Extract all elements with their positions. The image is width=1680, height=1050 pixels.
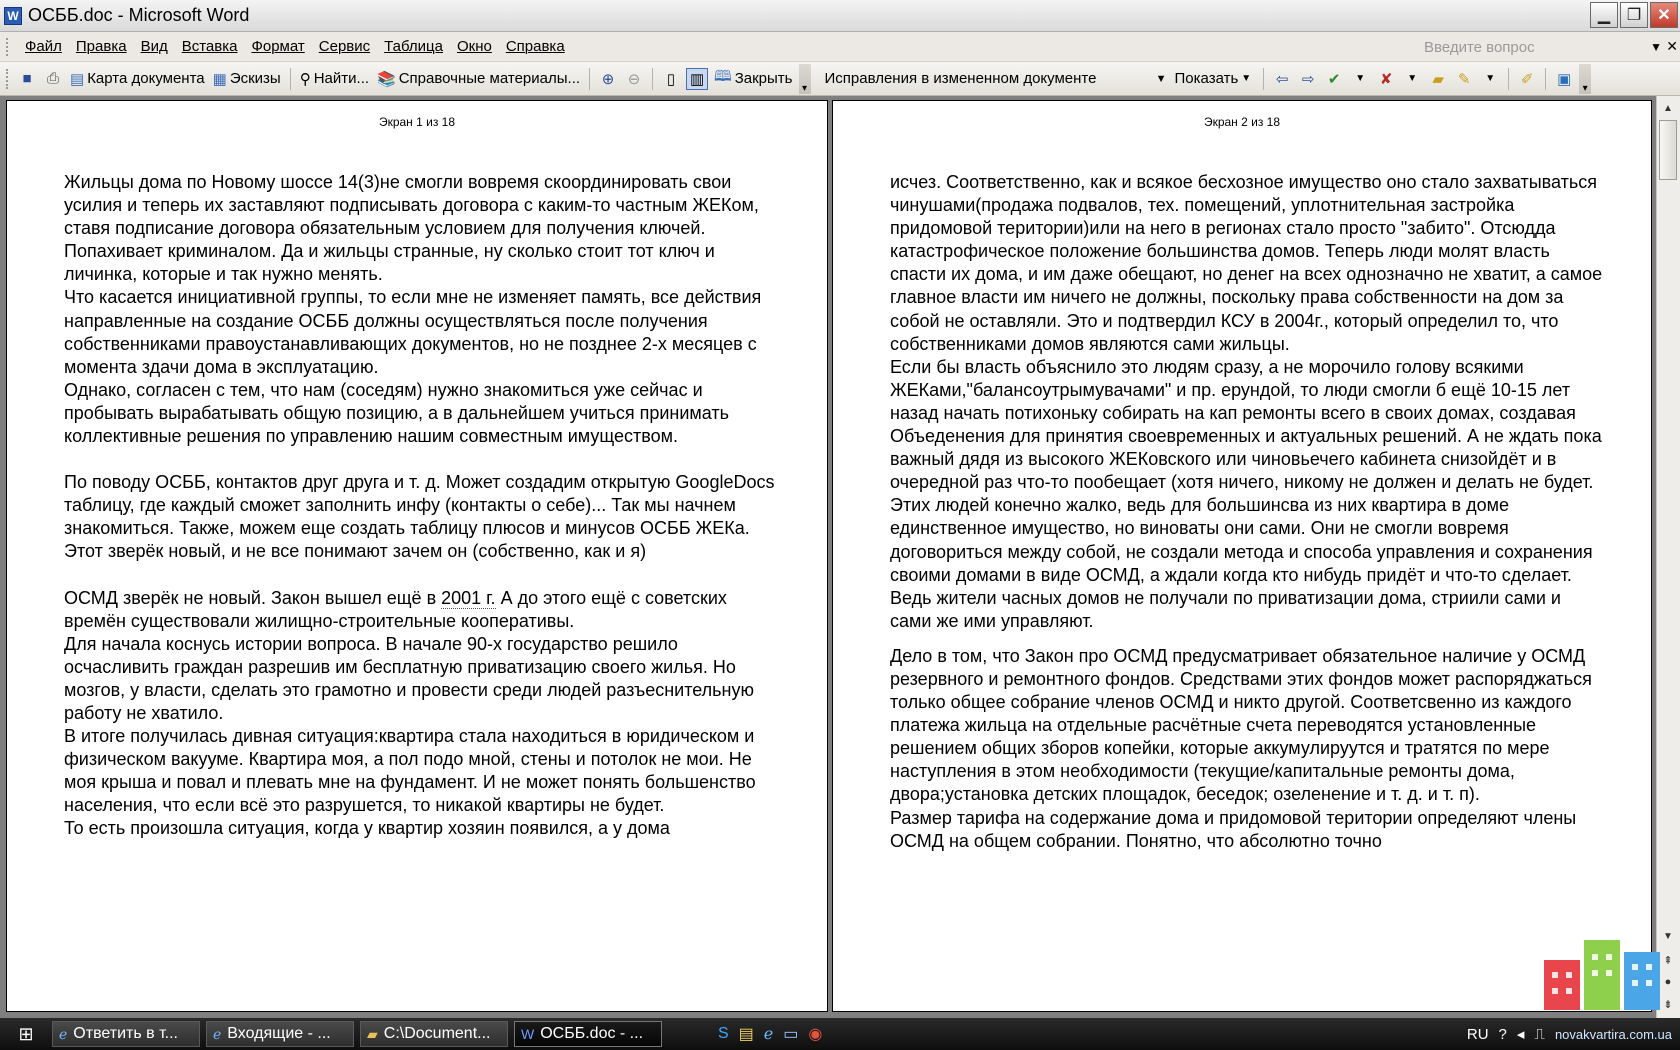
logo-window (1632, 980, 1638, 986)
word-doc-icon[interactable]: W (4, 7, 22, 25)
two-pages-icon[interactable]: ▥ (686, 68, 708, 90)
window-title: ОСББ.doc - Microsoft Word (28, 5, 250, 25)
word-icon: W (521, 1026, 535, 1042)
taskbar-item-explorer[interactable] (360, 1021, 508, 1047)
scroll-up-icon[interactable]: ▲ (1663, 102, 1673, 114)
logo-window (1606, 954, 1612, 960)
quick-launch (718, 1024, 822, 1044)
highlight-dropdown-icon[interactable]: ▼ (1485, 73, 1496, 84)
tray-arrow-icon[interactable]: ◂ (1516, 1026, 1525, 1043)
thumbnails-icon: ▦ (212, 70, 227, 88)
logo-window (1632, 964, 1638, 970)
logo-window (1566, 988, 1572, 994)
menu-bar (0, 32, 1680, 62)
taskbar-item-ie-reply[interactable] (52, 1021, 200, 1047)
document-map-button[interactable] (66, 66, 209, 92)
previous-page-icon[interactable]: ⇞ (1663, 954, 1673, 967)
paragraph: Этих людей конечно жалко, ведь для большинсва из них квартира в доме единственное имущество, но виноваты они сами. Они не смогли вовремя договориться между собой, не создали метода и способа управления и сохранения своими домами в виде ОСМД, а ждали когда кто нибудь придёт и что-то сделает. Ведь жители часных домов не получали по приватизации дома, стриили сами и сами же ими управляют. (890, 495, 1593, 631)
actual-page-icon[interactable]: ▯ (666, 70, 676, 88)
ie-icon: ℯ (213, 1025, 222, 1042)
logo-window (1552, 988, 1558, 994)
paragraph: Дело в том, что Закон про ОСМД предусматривает обязательное наличие у ОСМД резервного и ремонтного фондов. Средствами этих фондов может распоряджаться только общее собрание членов ОСМД и никто другой. Соответсвенно из каждого платежа жильца на отдельные расчётные счета переводятся установленные решением общих зборов копейки, которые аккумулируутся и тратятся по мере наступления в этом необходимости (текущие/капитальные ремонты дома, двора;установка детских площадок, беседок; озеленение и т. д. и т. п). (890, 645, 1592, 805)
paragraph (64, 587, 779, 633)
zoom-in-icon[interactable]: ⊕ (601, 70, 615, 88)
help-icon[interactable]: ? (1498, 1025, 1507, 1043)
toolbar-separator (290, 68, 291, 90)
track-changes-view-select[interactable] (821, 67, 1171, 91)
watermark-logo (1544, 940, 1664, 1018)
screen-label-right: Экран 2 из 18 (1203, 115, 1281, 129)
logo-window (1592, 970, 1598, 976)
next-change-icon[interactable]: ⇨ (1301, 70, 1315, 88)
track-changes-icon[interactable]: ✐ (1520, 70, 1534, 88)
save-icon[interactable]: ■ (22, 70, 32, 87)
taskbar-item-word[interactable] (514, 1021, 662, 1047)
menu-help[interactable]: Справка (505, 38, 565, 55)
paragraph-gap (64, 564, 779, 587)
taskbar-item-label: C:\Document... (383, 1025, 491, 1042)
track-changes-view-value: Исправления в измененном документе (824, 70, 1097, 87)
close-reading-label: Закрыть (734, 70, 793, 87)
language-indicator[interactable]: RU (1466, 1025, 1489, 1043)
toolbar-options-icon[interactable]: ▾ (1579, 64, 1591, 94)
document-map-label: Карта документа (87, 70, 205, 87)
reading-page-1[interactable] (6, 100, 828, 1012)
folder-icon: ▰ (367, 1025, 378, 1042)
vertical-scrollbar[interactable] (1656, 96, 1680, 1018)
paragraph: Если бы власть объяснило это людям сразу, а не морочило голову всякими ЖЕКами,"балансоутрымувачами" и пр. ерундой, то люди смогли б ещё 10-15 лет назад начать потихоньку собирать на кап ремонты всего в своих домах, создавая Объеденения для принятия своевременных и актуальных решений. А не ждать пока важный дядя из высокого ЖЕКовского или чиновьечего кабинета снизойдёт и в очередной раз что-то пообещает (хотя ничего, никому не должен и делать не будет. (890, 356, 1602, 493)
paragraph: Для начала коснусь истории вопроса. В начале 90-х государство решило осчасливить граждан разрешив им бесплатную приватизацию своего жилья. Но мозгов, у власти, сделать это грамотно и провести среди людей разъеснительную работу не хватило. (64, 633, 754, 723)
paragraph: Жильцы дома по Новому шоссе 14(3)не смогли вовремя скоординировать свои усилия и теперь их заставляют подписывать договора с каким-то частным ЖЕКом, ставя подписание договора обязательным условием для получения ключей. Попахивает криминалом. Да и жильцы странные, ну сколько стоит тот ключ и личинка, которые и так нужно менять. (64, 172, 759, 285)
toolbar-options-icon[interactable]: ▾ (799, 64, 811, 94)
logo-window (1552, 972, 1558, 978)
ask-dropdown-icon[interactable]: ▼ (1650, 40, 1662, 54)
menu-view[interactable]: Вид (140, 38, 168, 55)
logo-window (1646, 964, 1652, 970)
chevron-down-icon: ▼ (1241, 73, 1252, 84)
menu-window[interactable]: Окно (456, 38, 492, 55)
reading-toolbar (0, 62, 1680, 96)
toolbar-grip[interactable] (6, 69, 10, 89)
network-icon[interactable]: ⎍ (1534, 1025, 1545, 1043)
scroll-thumb[interactable] (1659, 120, 1677, 180)
smart-tag-date[interactable]: 2001 г. (441, 587, 496, 608)
reject-dropdown-icon[interactable]: ▼ (1407, 73, 1418, 84)
taskbar (0, 1018, 1680, 1050)
show-markup-button[interactable] (1171, 66, 1259, 92)
paragraph: исчез. Соответственно, как и всякое бесхозное имущество оно стало захватываться чинушами(продажа подвалов, тех. помещений, уплотнительная застройка придомовой територии)или на него в регионах стало просто "забито". Отсюдда катастрофическое положение большинства домов. Теперь люди молят власть спасти их дома, и им даже обещают, но денег на всех однозначно не хватит, а самое главное власти им ничего не должны, поскольку права собственности на дом за собой не оставляли. Это и подтвердил КСУ в 2004г., который определил то, что собственниками домов являются сами жильцы. (890, 172, 1603, 354)
find-label: Найти... (313, 70, 370, 87)
paragraph: По поводу ОСББ, контактов друг друга и т. д. Может создадим открытую GoogleDocs таблицу, где каждый сможет заполнить инфу (контакты о себе)... Так мы начнем знакомиться. Также, можем еще создать таблицу плюсов и минусов ОСББ ЖЕКа. Этот зверёк новый, и не все понимают зачем он (собственно, как и я) (64, 472, 775, 562)
ie-icon[interactable]: ℯ (763, 1026, 774, 1043)
scroll-down-icon[interactable]: ▼ (1663, 930, 1673, 942)
minimize-button[interactable]: ▁ (1590, 2, 1618, 28)
research-button[interactable] (373, 66, 584, 92)
restore-button[interactable]: ❐ (1620, 2, 1648, 28)
toolbar-separator (652, 68, 653, 90)
research-label: Справочные материалы... (398, 70, 581, 87)
logo-building-green (1584, 940, 1620, 1010)
print-icon[interactable]: ⎙ (46, 70, 59, 87)
research-icon: 📚 (377, 70, 396, 88)
logo-window (1592, 954, 1598, 960)
menu-tools[interactable]: Сервис (318, 38, 371, 55)
toolbar-separator (1545, 68, 1546, 90)
paragraph: Размер тарифа на содержание дома и придомовой територии определяют члены ОСМД на общем собрании. Понятно, что абсолютно точно (890, 807, 1577, 851)
notes-icon[interactable]: ▤ (738, 1026, 754, 1043)
menu-insert[interactable]: Вставка (181, 38, 238, 55)
menu-table[interactable]: Таблица (384, 38, 443, 55)
taskbar-item-label: Ответить в т... (73, 1025, 178, 1042)
chrome-icon[interactable]: ◉ (808, 1026, 823, 1043)
show-markup-label: Показать (1174, 70, 1239, 87)
document-area (0, 96, 1680, 1018)
zoom-out-icon[interactable]: ⊖ (627, 70, 641, 88)
paragraph: Однако, согласен с тем, что нам (соседям) нужно знакомиться уже сейчас и пробывать вырабатывать общую позицию, а в дальнейшем учиться принимать коллективные решения по управлению нашим совместным имуществом. (64, 379, 730, 447)
taskbar-item-ie-inbox[interactable] (206, 1021, 354, 1047)
desktop-icon[interactable]: ▭ (783, 1026, 799, 1043)
logo-building-blue (1624, 952, 1660, 1010)
logo-building-red (1544, 960, 1580, 1010)
menu-format[interactable]: Формат (251, 38, 305, 55)
watermark-text: novakvartira.com.ua (1554, 1026, 1672, 1042)
close-reading-button[interactable] (710, 66, 796, 92)
highlight-icon[interactable]: ✎ (1457, 70, 1471, 88)
accept-dropdown-icon[interactable]: ▼ (1355, 73, 1366, 84)
menu-edit[interactable]: Правка (75, 38, 127, 55)
screen-label-left: Экран 1 из 18 (378, 115, 456, 129)
ie-icon: ℯ (59, 1025, 68, 1042)
ask-question-input[interactable]: Введите вопрос (1424, 38, 1535, 56)
paragraph: В итоге получилась дивная ситуация:квартира стала находиться в юридическом и физическом вакууме. Квартира моя, а пол подо мной, стены и потолок не мои. Не моя крыша и повал и плевать мне на фундамент. И не может понять большенство населения, что если всё это разрушется, то никакой квартиры не будет. (64, 726, 756, 816)
next-page-icon[interactable]: ⇟ (1663, 998, 1673, 1011)
close-document-icon[interactable]: ✕ (1666, 38, 1678, 54)
page-text-right (890, 171, 1605, 853)
reading-page-2[interactable] (832, 100, 1652, 1012)
logo-window (1646, 980, 1652, 986)
logo-window (1566, 972, 1572, 978)
paragraph: То есть произошла ситуация, когда у квартир хозяин появился, а у дома (64, 818, 670, 839)
text-run: ОСМД зверёк не новый. Закон вышел ещё в (64, 587, 442, 608)
taskbar-item-label: Входящие - ... (227, 1025, 331, 1042)
browse-object-icon[interactable]: ● (1664, 976, 1672, 988)
new-comment-icon[interactable]: ▰ (1432, 70, 1444, 88)
menu-grip[interactable] (6, 38, 10, 56)
toolbar-separator (589, 68, 590, 90)
previous-change-icon[interactable]: ⇦ (1275, 70, 1289, 88)
window-controls (1590, 2, 1678, 28)
logo-window (1606, 970, 1612, 976)
start-button[interactable]: ⊞ (18, 1023, 34, 1044)
open-book-icon: 🕮 (714, 68, 732, 85)
paragraph-gap (890, 633, 1605, 645)
taskbar-item-label: ОСББ.doc - ... (540, 1025, 644, 1042)
text-run: А до этого ещё с советских времён существовали жилищно-строительные кооперативы. (64, 587, 727, 631)
binoculars-icon: ⚲ (299, 70, 311, 88)
paragraph: Что касается инициативной группы, то если мне не изменяет память, все действия направленные на создание ОСББ должны осуществляться после получения собственниками правоустанавливающих документов, но не позднее 2-х месяцев с момента здачи дома в эксплуатацию. (64, 287, 762, 377)
skype-icon[interactable]: S (718, 1025, 729, 1042)
chevron-down-icon: ▼ (1155, 72, 1167, 85)
thumbnails-button[interactable] (209, 66, 285, 92)
accept-change-icon[interactable]: ✔ (1327, 70, 1341, 88)
page-text-left (64, 171, 779, 841)
system-tray (1467, 1018, 1680, 1050)
title-bar (0, 0, 1680, 32)
reviewing-pane-icon[interactable]: ▣ (1557, 70, 1572, 88)
reject-change-icon[interactable]: ✘ (1379, 70, 1393, 88)
document-map-icon: ▤ (70, 70, 85, 88)
menu-file[interactable]: Файл (25, 38, 62, 55)
toolbar-separator (1508, 68, 1509, 90)
close-button[interactable]: ✕ (1650, 2, 1678, 28)
toolbar-separator (1263, 68, 1264, 90)
thumbnails-label: Эскизы (229, 70, 281, 87)
find-button[interactable] (296, 66, 373, 92)
paragraph-gap (64, 448, 779, 471)
